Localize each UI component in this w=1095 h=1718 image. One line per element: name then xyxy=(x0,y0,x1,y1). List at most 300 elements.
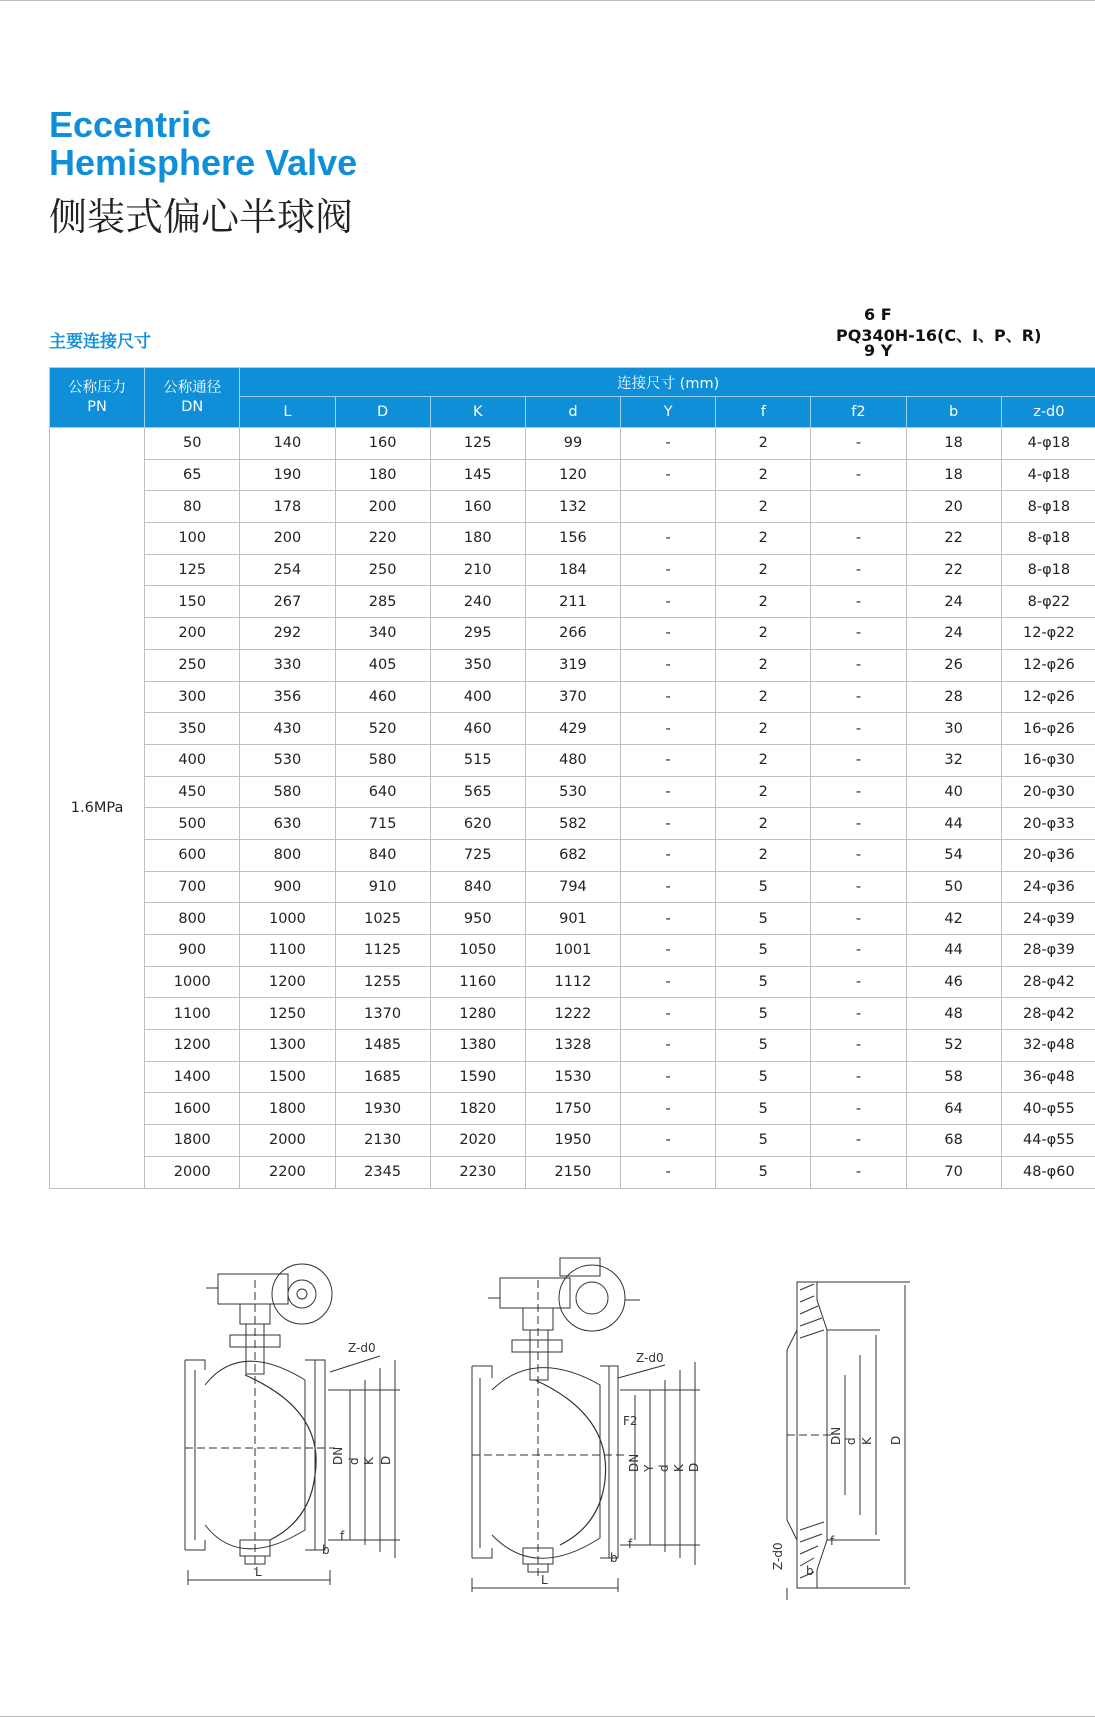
table-cell: 250 xyxy=(145,649,240,681)
table-row xyxy=(50,808,1095,840)
table-cell: 640 xyxy=(335,776,430,808)
table-cell: 2 xyxy=(716,839,811,871)
table-cell: 50 xyxy=(906,871,1001,903)
table-row xyxy=(50,1125,1095,1157)
table-cell: 16-φ30 xyxy=(1001,744,1095,776)
table-cell: 682 xyxy=(525,839,620,871)
table-cell: - xyxy=(811,713,906,745)
table-cell: 725 xyxy=(430,839,525,871)
table-cell: 44 xyxy=(906,935,1001,967)
table-cell: 50 xyxy=(145,428,240,460)
table-row xyxy=(50,713,1095,745)
table-row xyxy=(50,1061,1095,1093)
dim-b-1: b xyxy=(322,1543,330,1557)
table-cell: - xyxy=(811,1030,906,1062)
table-cell: 24 xyxy=(906,618,1001,650)
table-cell: - xyxy=(621,554,716,586)
valve-drawing-1 xyxy=(185,1264,400,1585)
table-cell: - xyxy=(621,713,716,745)
table-cell: - xyxy=(621,649,716,681)
dim-d-1: d xyxy=(347,1457,361,1465)
table-cell: 65 xyxy=(145,459,240,491)
table-cell: 1001 xyxy=(525,935,620,967)
table-cell: 5 xyxy=(716,998,811,1030)
table-row xyxy=(50,586,1095,618)
header-pn-unit: PN xyxy=(87,398,107,415)
table-cell: 18 xyxy=(906,459,1001,491)
table-cell: - xyxy=(621,523,716,555)
table-row xyxy=(50,1156,1095,1188)
table-cell: 5 xyxy=(716,1093,811,1125)
table-cell: 2 xyxy=(716,554,811,586)
table-cell: 140 xyxy=(240,428,335,460)
table-cell: 429 xyxy=(525,713,620,745)
table-cell xyxy=(811,491,906,523)
table-cell: - xyxy=(621,966,716,998)
table-cell: 840 xyxy=(335,839,430,871)
table-cell: 1328 xyxy=(525,1030,620,1062)
table-cell: 2 xyxy=(716,618,811,650)
model-superscript: 6 F xyxy=(864,305,892,324)
table-cell: - xyxy=(621,808,716,840)
table-cell: 520 xyxy=(335,713,430,745)
table-cell: 125 xyxy=(430,428,525,460)
table-cell: 8-φ18 xyxy=(1001,554,1095,586)
table-cell: 1100 xyxy=(145,998,240,1030)
table-cell: - xyxy=(811,459,906,491)
table-cell: 2230 xyxy=(430,1156,525,1188)
table-cell: 582 xyxy=(525,808,620,840)
table-cell: 1380 xyxy=(430,1030,525,1062)
table-cell: - xyxy=(621,618,716,650)
table-cell: 5 xyxy=(716,935,811,967)
table-cell: 40 xyxy=(906,776,1001,808)
table-cell: 1000 xyxy=(240,903,335,935)
table-cell: 405 xyxy=(335,649,430,681)
table-cell: 24-φ36 xyxy=(1001,871,1095,903)
table-cell: 20 xyxy=(906,491,1001,523)
table-cell: 910 xyxy=(335,871,430,903)
table-cell: 400 xyxy=(430,681,525,713)
table-cell: - xyxy=(811,1125,906,1157)
table-cell: 715 xyxy=(335,808,430,840)
table-cell: 211 xyxy=(525,586,620,618)
table-cell: 180 xyxy=(430,523,525,555)
table-cell: 2200 xyxy=(240,1156,335,1188)
table-cell: 22 xyxy=(906,523,1001,555)
table-cell: - xyxy=(621,935,716,967)
table-cell: 2 xyxy=(716,681,811,713)
table-cell: 16-φ26 xyxy=(1001,713,1095,745)
table-cell: 1800 xyxy=(145,1125,240,1157)
table-cell: - xyxy=(811,839,906,871)
table-cell: - xyxy=(811,523,906,555)
table-cell: 370 xyxy=(525,681,620,713)
dim-K-1: K xyxy=(362,1457,376,1465)
table-cell: 4-φ18 xyxy=(1001,428,1095,460)
table-cell: - xyxy=(811,935,906,967)
table-cell: - xyxy=(621,903,716,935)
table-cell: 1590 xyxy=(430,1061,525,1093)
table-cell: 350 xyxy=(145,713,240,745)
table-cell: - xyxy=(621,1061,716,1093)
table-cell: 1200 xyxy=(145,1030,240,1062)
table-cell: 42 xyxy=(906,903,1001,935)
table-cell: 190 xyxy=(240,459,335,491)
table-cell: 12-φ22 xyxy=(1001,618,1095,650)
table-cell: 620 xyxy=(430,808,525,840)
table-cell: 600 xyxy=(145,839,240,871)
table-cell: 145 xyxy=(430,459,525,491)
table-cell: 22 xyxy=(906,554,1001,586)
title-english-line2: Hemisphere Valve xyxy=(49,142,358,183)
table-cell: 210 xyxy=(430,554,525,586)
table-cell: 8-φ18 xyxy=(1001,491,1095,523)
table-cell: 200 xyxy=(145,618,240,650)
table-row xyxy=(50,618,1095,650)
table-row xyxy=(50,744,1095,776)
title-english-line1: Eccentric xyxy=(49,104,212,145)
header-group: 连接尺寸 (mm) xyxy=(240,368,1095,397)
table-cell: 64 xyxy=(906,1093,1001,1125)
table-cell: 184 xyxy=(525,554,620,586)
dim-f-1: f xyxy=(340,1529,345,1543)
table-cell: 156 xyxy=(525,523,620,555)
table-row xyxy=(50,428,1095,460)
header-pn-label: 公称压力 xyxy=(68,379,127,396)
table-cell: 1112 xyxy=(525,966,620,998)
table-cell: - xyxy=(621,839,716,871)
table-cell: 1930 xyxy=(335,1093,430,1125)
table-cell: - xyxy=(621,871,716,903)
table-cell: - xyxy=(621,776,716,808)
dim-zd0-2: Z-d0 xyxy=(636,1351,664,1365)
table-cell: 8-φ18 xyxy=(1001,523,1095,555)
valve-drawing-2 xyxy=(472,1258,701,1592)
table-cell: 794 xyxy=(525,871,620,903)
flange-drawing xyxy=(771,1282,910,1600)
dim-b-2: b xyxy=(610,1551,618,1565)
table-cell: - xyxy=(621,998,716,1030)
table-cell: 266 xyxy=(525,618,620,650)
header-col-d: D xyxy=(335,397,430,428)
table-cell: 46 xyxy=(906,966,1001,998)
table-cell: 460 xyxy=(335,681,430,713)
table-cell: 2 xyxy=(716,428,811,460)
table-cell: - xyxy=(811,554,906,586)
table-cell: 5 xyxy=(716,1156,811,1188)
dim-L-2: L xyxy=(541,1573,548,1587)
table-cell: 580 xyxy=(335,744,430,776)
table-cell: - xyxy=(621,428,716,460)
table-cell: 630 xyxy=(240,808,335,840)
table-cell: - xyxy=(621,1156,716,1188)
table-cell: 200 xyxy=(335,491,430,523)
table-cell: 2000 xyxy=(145,1156,240,1188)
table-cell: 70 xyxy=(906,1156,1001,1188)
dim-Y-2: Y xyxy=(642,1464,656,1472)
table-cell: 530 xyxy=(525,776,620,808)
table-cell: 160 xyxy=(430,491,525,523)
table-cell: 1100 xyxy=(240,935,335,967)
table-cell: 250 xyxy=(335,554,430,586)
table-cell: 28-φ42 xyxy=(1001,966,1095,998)
dim-D-2: D xyxy=(687,1462,701,1472)
table-cell: 150 xyxy=(145,586,240,618)
table-cell: 2 xyxy=(716,713,811,745)
table-cell: - xyxy=(621,1030,716,1062)
table-cell: 240 xyxy=(430,586,525,618)
header-col-f2: f2 xyxy=(811,397,906,428)
table-cell: 2000 xyxy=(240,1125,335,1157)
header-dn xyxy=(145,368,240,428)
table-cell: 460 xyxy=(430,713,525,745)
table-cell: 120 xyxy=(525,459,620,491)
table-cell: - xyxy=(811,1156,906,1188)
table-cell: 5 xyxy=(716,1061,811,1093)
table-cell: 1485 xyxy=(335,1030,430,1062)
dim-f-2: f xyxy=(628,1537,633,1551)
table-cell: 254 xyxy=(240,554,335,586)
table-cell: 178 xyxy=(240,491,335,523)
title-chinese: 侧装式偏心半球阀 xyxy=(49,195,354,239)
table-cell: 24 xyxy=(906,586,1001,618)
table-cell: 26 xyxy=(906,649,1001,681)
header-dn-unit: DN xyxy=(181,398,204,415)
table-cell: 52 xyxy=(906,1030,1001,1062)
dim-zd0-3: Z-d0 xyxy=(771,1542,785,1570)
table-cell: 5 xyxy=(716,1125,811,1157)
table-cell: - xyxy=(621,1125,716,1157)
header-col-f: f xyxy=(716,397,811,428)
table-row xyxy=(50,1030,1095,1062)
table-cell: 54 xyxy=(906,839,1001,871)
header-col-b: b xyxy=(906,397,1001,428)
table-cell: 220 xyxy=(335,523,430,555)
dim-DN-1: DN xyxy=(331,1446,345,1465)
table-cell: 319 xyxy=(525,649,620,681)
table-cell: 5 xyxy=(716,903,811,935)
table-cell: 1685 xyxy=(335,1061,430,1093)
table-row xyxy=(50,776,1095,808)
table-cell: 800 xyxy=(240,839,335,871)
table-row xyxy=(50,903,1095,935)
table-cell: 132 xyxy=(525,491,620,523)
title-english xyxy=(49,106,357,182)
table-cell: - xyxy=(811,1093,906,1125)
table-cell: 28 xyxy=(906,681,1001,713)
table-cell: 515 xyxy=(430,744,525,776)
table-cell: 901 xyxy=(525,903,620,935)
table-cell: 292 xyxy=(240,618,335,650)
table-cell: 450 xyxy=(145,776,240,808)
table-row xyxy=(50,1093,1095,1125)
table-cell: 2345 xyxy=(335,1156,430,1188)
table-cell: 840 xyxy=(430,871,525,903)
table-cell: 20-φ36 xyxy=(1001,839,1095,871)
table-cell: 530 xyxy=(240,744,335,776)
table-row xyxy=(50,459,1095,491)
table-cell: - xyxy=(621,681,716,713)
table-row xyxy=(50,966,1095,998)
table-cell: 580 xyxy=(240,776,335,808)
table-cell: 1050 xyxy=(430,935,525,967)
table-cell: 80 xyxy=(145,491,240,523)
table-row xyxy=(50,554,1095,586)
table-cell: 2 xyxy=(716,459,811,491)
table-cell: 20-φ30 xyxy=(1001,776,1095,808)
table-cell: 900 xyxy=(240,871,335,903)
table-cell: 350 xyxy=(430,649,525,681)
table-cell: 44-φ55 xyxy=(1001,1125,1095,1157)
table-cell: - xyxy=(811,681,906,713)
table-cell: - xyxy=(621,459,716,491)
table-cell: 200 xyxy=(240,523,335,555)
table-cell: - xyxy=(811,808,906,840)
table-cell: 5 xyxy=(716,1030,811,1062)
table-row xyxy=(50,681,1095,713)
table-cell: 160 xyxy=(335,428,430,460)
header-col-y: Y xyxy=(621,397,716,428)
table-cell: - xyxy=(811,744,906,776)
table-cell: 1025 xyxy=(335,903,430,935)
table-cell: 180 xyxy=(335,459,430,491)
table-cell xyxy=(621,491,716,523)
table-cell: 2 xyxy=(716,649,811,681)
table-cell: 1530 xyxy=(525,1061,620,1093)
table-body xyxy=(50,428,1095,1189)
table-row xyxy=(50,871,1095,903)
dim-K-2: K xyxy=(672,1464,686,1472)
table-cell: 1000 xyxy=(145,966,240,998)
section-title: 主要连接尺寸 xyxy=(49,332,151,352)
table-cell: 267 xyxy=(240,586,335,618)
table-cell: 58 xyxy=(906,1061,1001,1093)
table-cell: 1125 xyxy=(335,935,430,967)
table-cell: - xyxy=(811,776,906,808)
table-cell: - xyxy=(811,966,906,998)
table-cell: 1370 xyxy=(335,998,430,1030)
table-cell: 500 xyxy=(145,808,240,840)
dim-F2-2: F2 xyxy=(623,1414,638,1428)
table-cell: 430 xyxy=(240,713,335,745)
table-cell: 1255 xyxy=(335,966,430,998)
table-cell: - xyxy=(811,586,906,618)
table-cell: 900 xyxy=(145,935,240,967)
table-cell: 2 xyxy=(716,744,811,776)
table-cell: - xyxy=(811,428,906,460)
table-cell: 44 xyxy=(906,808,1001,840)
table-cell: 2 xyxy=(716,808,811,840)
table-cell: - xyxy=(811,871,906,903)
table-cell: 1280 xyxy=(430,998,525,1030)
table-cell: 1300 xyxy=(240,1030,335,1062)
table-cell: 36-φ48 xyxy=(1001,1061,1095,1093)
dim-L-1: L xyxy=(255,1565,262,1579)
table-cell: 565 xyxy=(430,776,525,808)
table-cell: 1950 xyxy=(525,1125,620,1157)
table-cell: - xyxy=(811,903,906,935)
table-cell: 100 xyxy=(145,523,240,555)
table-cell: 1250 xyxy=(240,998,335,1030)
pn-value-cell: 1.6MPa xyxy=(50,428,145,1189)
table-cell: 2150 xyxy=(525,1156,620,1188)
table-cell: - xyxy=(811,649,906,681)
bottom-rule xyxy=(0,1716,1095,1717)
table-cell: 1400 xyxy=(145,1061,240,1093)
table-cell: 48 xyxy=(906,998,1001,1030)
table-cell: 2020 xyxy=(430,1125,525,1157)
table-cell: 400 xyxy=(145,744,240,776)
dim-f-3: f xyxy=(830,1534,835,1548)
table-row xyxy=(50,839,1095,871)
table-cell: 1820 xyxy=(430,1093,525,1125)
table-cell: 1500 xyxy=(240,1061,335,1093)
table-cell: 1222 xyxy=(525,998,620,1030)
table-cell: 356 xyxy=(240,681,335,713)
table-row xyxy=(50,491,1095,523)
model-subscript: 9 Y xyxy=(864,341,893,360)
dim-d-2: d xyxy=(657,1464,671,1472)
table-cell: 1200 xyxy=(240,966,335,998)
table-cell: 800 xyxy=(145,903,240,935)
table-cell: 12-φ26 xyxy=(1001,649,1095,681)
table-row xyxy=(50,998,1095,1030)
table-cell: 32-φ48 xyxy=(1001,1030,1095,1062)
table-cell: 295 xyxy=(430,618,525,650)
table-cell: 4-φ18 xyxy=(1001,459,1095,491)
dimension-table xyxy=(49,367,1095,1189)
table-cell: 18 xyxy=(906,428,1001,460)
dim-zd0-1: Z-d0 xyxy=(348,1341,376,1355)
dim-d-3: d xyxy=(844,1437,858,1445)
table-row xyxy=(50,935,1095,967)
header-pn xyxy=(50,368,145,428)
table-cell: 48-φ60 xyxy=(1001,1156,1095,1188)
dim-D-3: D xyxy=(889,1435,903,1445)
table-cell: - xyxy=(811,998,906,1030)
top-rule xyxy=(0,0,1095,1)
table-cell: 340 xyxy=(335,618,430,650)
header-col-d: d xyxy=(525,397,620,428)
table-cell: 99 xyxy=(525,428,620,460)
table-cell: 125 xyxy=(145,554,240,586)
table-row xyxy=(50,523,1095,555)
table-cell: 285 xyxy=(335,586,430,618)
table-cell: 32 xyxy=(906,744,1001,776)
table-cell: - xyxy=(811,1061,906,1093)
table-cell: 950 xyxy=(430,903,525,935)
header-dn-label: 公称通径 xyxy=(163,379,222,396)
table-cell: 300 xyxy=(145,681,240,713)
table-cell: 2 xyxy=(716,586,811,618)
table-cell: 2 xyxy=(716,776,811,808)
table-cell: 2130 xyxy=(335,1125,430,1157)
table-cell: 24-φ39 xyxy=(1001,903,1095,935)
dim-b-3: b xyxy=(806,1564,814,1578)
dim-K-3: K xyxy=(860,1437,874,1445)
valve-drawings xyxy=(0,1240,1095,1600)
table-cell: 480 xyxy=(525,744,620,776)
table-cell: - xyxy=(811,618,906,650)
table-cell: 28-φ39 xyxy=(1001,935,1095,967)
table-cell: 20-φ33 xyxy=(1001,808,1095,840)
table-cell: 2 xyxy=(716,523,811,555)
table-cell: 700 xyxy=(145,871,240,903)
table-cell: 5 xyxy=(716,966,811,998)
table-cell: 40-φ55 xyxy=(1001,1093,1095,1125)
model-number xyxy=(836,305,1041,359)
